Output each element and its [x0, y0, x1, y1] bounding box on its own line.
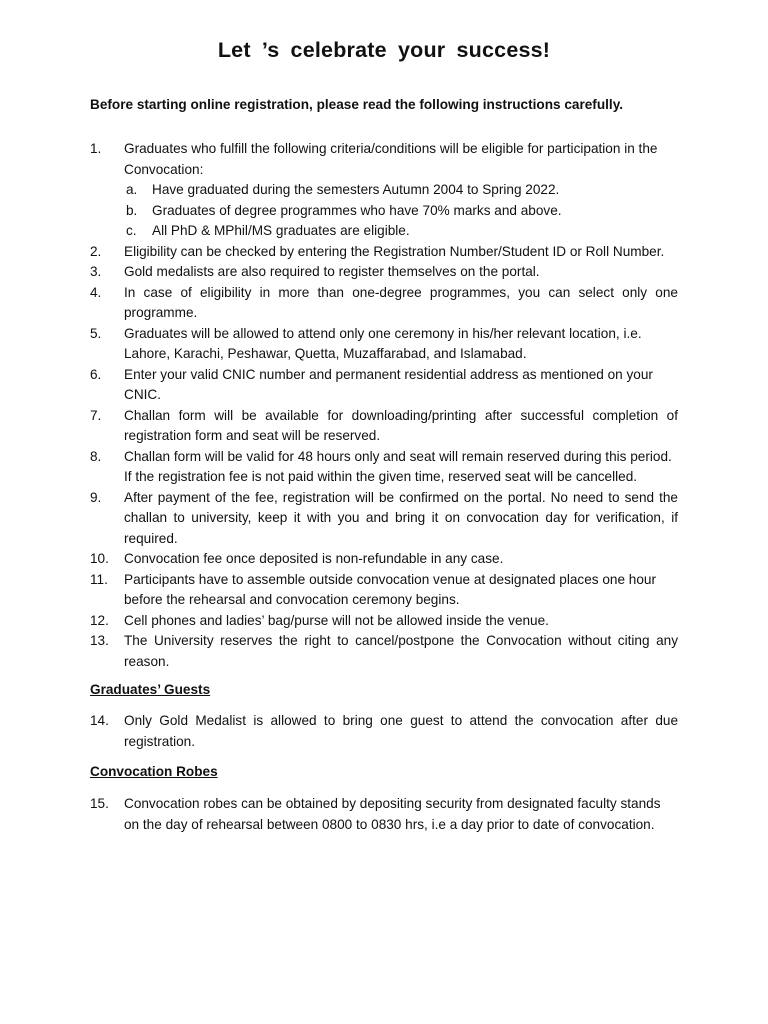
item-number: 15.	[90, 796, 109, 811]
item-text: Challan form will be valid for 48 hours only and seat will remain reserved during this period. If the registration fee is not paid within the given time, reserved seat will be cancelled.	[124, 448, 672, 484]
item-number: 7.	[90, 407, 102, 423]
item-text: Participants have to assemble outside convocation venue at designated places one hour before the rehearsal and convocation ceremony begins.	[124, 571, 657, 607]
sub-item-letter: c.	[126, 223, 137, 238]
list-item	[90, 139, 678, 180]
item-text: Challan form will be available for downloading/printing after successful completion of registration form and seat will be reserved.	[124, 407, 678, 443]
list-item	[90, 570, 678, 611]
robes-list	[90, 794, 678, 835]
instructions-intro: Before starting online registration, please read the following instructions carefully.	[90, 97, 624, 112]
item-number: 4.	[90, 284, 102, 300]
item-number: 1.	[90, 141, 102, 156]
sub-item-text: Have graduated during the semesters Autumn 2004 to Spring 2022.	[152, 182, 560, 197]
item-text: Graduates will be allowed to attend only one ceremony in his/her relevant location, i.e. Lahore, Karachi, Peshawar, Quetta, Muzaffarabad, and Islamabad.	[124, 325, 642, 361]
item-text: Convocation robes can be obtained by depositing security from designated faculty stands on the day of rehearsal between 0800 to 0830 hrs, i.e a day prior to date of convocation.	[124, 796, 661, 832]
item-number: 12.	[90, 612, 109, 628]
section-heading-guests: Graduates’ Guests	[90, 682, 211, 697]
item-text: Graduates who fulfill the following criteria/conditions will be eligible for participation in the Convocation:	[124, 141, 658, 177]
item-text: Only Gold Medalist is allowed to bring one guest to attend the convocation after due registration.	[124, 713, 678, 749]
list-item	[90, 447, 678, 488]
item-text: In case of eligibility in more than one-degree programmes, you can select only one programme.	[124, 284, 678, 320]
instructions-list	[90, 139, 678, 672]
item-number: 11.	[90, 571, 108, 587]
item-number: 10.	[90, 551, 109, 566]
list-item	[90, 242, 678, 263]
list-item	[90, 365, 678, 406]
item-number: 14.	[90, 713, 109, 728]
item-number: 13.	[90, 633, 109, 648]
item-text: Enter your valid CNIC number and permanent residential address as mentioned on your CNIC.	[124, 366, 653, 402]
page-title: Let ’s celebrate your success!	[217, 38, 551, 62]
item-number: 9.	[90, 489, 102, 505]
sub-list-item	[90, 180, 678, 201]
item-text: Gold medalists are also required to register themselves on the portal.	[124, 264, 540, 279]
sub-item-letter: b.	[126, 202, 138, 218]
item-text: Eligibility can be checked by entering the Registration Number/Student ID or Roll Number.	[124, 243, 665, 259]
list-item	[90, 262, 678, 283]
sub-list-item	[90, 221, 678, 242]
sub-list-item	[90, 201, 678, 222]
item-number: 3.	[90, 264, 102, 279]
item-text: Convocation fee once deposited is non-refundable in any case.	[124, 551, 504, 566]
list-item	[90, 488, 678, 550]
list-item	[90, 711, 678, 752]
list-item	[90, 283, 678, 324]
item-text: The University reserves the right to cancel/postpone the Convocation without citing any reason.	[124, 633, 678, 669]
sub-item-letter: a.	[126, 182, 138, 197]
item-text: After payment of the fee, registration will be confirmed on the portal. No need to send the challan to university, keep it with you and bring it on convocation day for verification, if required.	[124, 489, 678, 546]
guests-list	[90, 711, 678, 752]
list-item	[90, 611, 678, 632]
item-number: 5.	[90, 325, 102, 341]
section-heading-robes: Convocation Robes	[90, 764, 218, 779]
item-number: 2.	[90, 243, 102, 259]
list-item	[90, 324, 678, 365]
list-item	[90, 406, 678, 447]
item-number: 8.	[90, 448, 102, 464]
item-number: 6.	[90, 366, 102, 382]
list-item	[90, 631, 678, 672]
sub-item-text: Graduates of degree programmes who have 70% marks and above.	[152, 202, 562, 218]
item-text: Cell phones and ladies’ bag/purse will not be allowed inside the venue.	[124, 612, 549, 628]
sub-item-text: All PhD & MPhil/MS graduates are eligible.	[152, 223, 410, 238]
list-item	[90, 794, 678, 835]
list-item	[90, 549, 678, 570]
